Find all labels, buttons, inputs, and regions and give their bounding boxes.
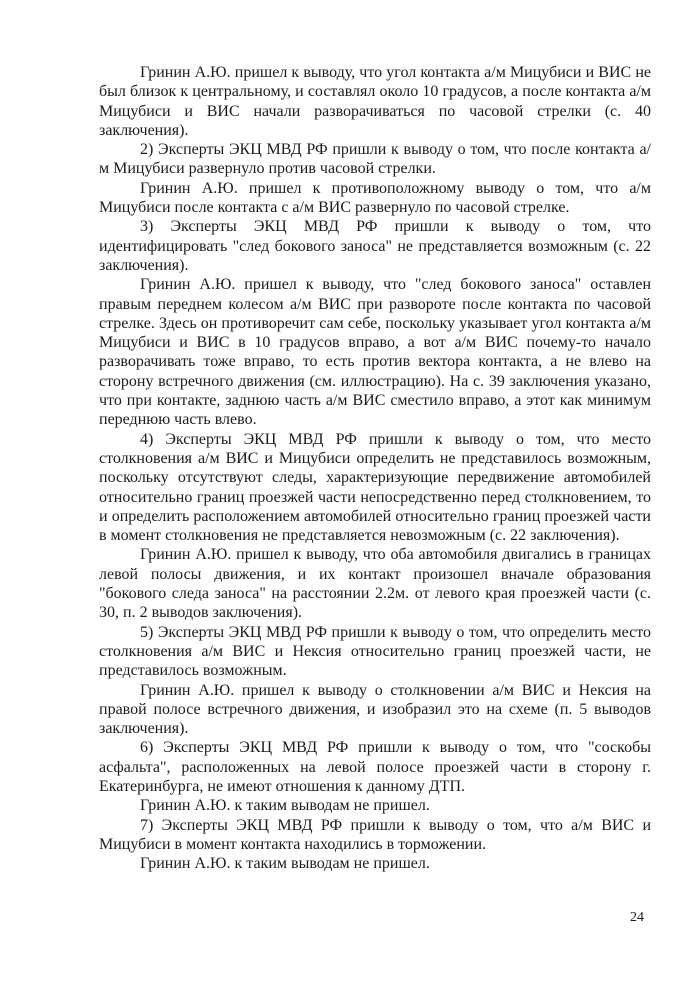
paragraph: Гринин А.Ю. к таким выводам не пришел.	[140, 855, 430, 873]
paragraph: Гринин А.Ю. пришел к выводу, что угол контакта а/м Мицубиси и ВИС не был близок к центральному, и составлял около 10 градусов, а после контакта а/м Мицубиси и ВИС начали разворачиваться по часовой стрелки (с. 40 заключения).	[99, 64, 651, 139]
paragraph: 7) Эксперты ЭКЦ МВД РФ пришли к выводу о том, что а/м ВИС и Мицубиси в момент контакта находились в торможении.	[99, 816, 651, 853]
paragraph: 3) Эксперты ЭКЦ МВД РФ пришли к выводу о том, что идентифицировать "след бокового заноса" не представляется возможным (с. 22 заключения).	[99, 218, 651, 274]
paragraph: 6) Эксперты ЭКЦ МВД РФ пришли к выводу о том, что "соскобы асфальта", расположенных на левой полосе проезжей части в сторону г. Екатеринбурга, не имеют отношения к данному ДТП.	[99, 739, 651, 795]
paragraph: 4) Эксперты ЭКЦ МВД РФ пришли к выводу о том, что место столкновения а/м ВИС и Мицубиси определить не представилось возможным, поскольку отсутствуют следы, характеризующие передвижение автомобилей относительно границ проезжей части непосредственно перед столкновением, то и определить расположением автомобилей относительно границ проезжей части в момент столкновения не представляется невозможным (с. 22 заключения).	[99, 430, 651, 545]
paragraph: 5) Эксперты ЭКЦ МВД РФ пришли к выводу о том, что определить место столкновения а/м ВИС и Нексия относительно границ проезжей части, не представилось возможным.	[99, 623, 651, 680]
document-body	[99, 63, 651, 873]
paragraph: Гринин А.Ю. пришел к противоположному выводу о том, что а/м Мицубиси после контакта с а/м ВИС развернуло по часовой стрелке.	[99, 179, 651, 217]
paragraph: Гринин А.Ю. пришел к выводу, что оба автомобиля двигались в границах левой полосы движения, и их контакт произошел вначале образования "бокового следа заноса" на расстоянии 2.2м. от левого края проезжей части (с. 30, п. 2 выводов заключения).	[99, 546, 651, 622]
paragraph: Гринин А.Ю. к таким выводам не пришел.	[140, 797, 430, 815]
page-number: 24	[630, 910, 644, 925]
paragraph: 2) Эксперты ЭКЦ МВД РФ пришли к выводу о том, что после контакта а/м Мицубиси развернуло против часовой стрелки.	[99, 141, 651, 178]
paragraph: Гринин А.Ю. пришел к выводу о столкновении а/м ВИС и Нексия на правой полосе встречного движения, и изобразил это на схеме (п. 5 выводов заключения).	[99, 681, 651, 738]
paragraph: Гринин А.Ю. пришел к выводу, что "след бокового заноса" оставлен правым переднем колесом а/м ВИС при развороте после контакта по часовой стрелке. Здесь он противоречит сам себе, поскольку указывает угол контакта а/м Мицубиси и ВИС в 10 градусов вправо, а вот а/м ВИС почему-то начало разворачивать тоже вправо, то есть против вектора контакта, а не влево на сторону встречного движения (см. иллюстрацию). На с. 39 заключения указано, что при контакте, заднюю часть а/м ВИС сместило вправо, а этот как минимум переднюю часть влево.	[99, 276, 651, 429]
